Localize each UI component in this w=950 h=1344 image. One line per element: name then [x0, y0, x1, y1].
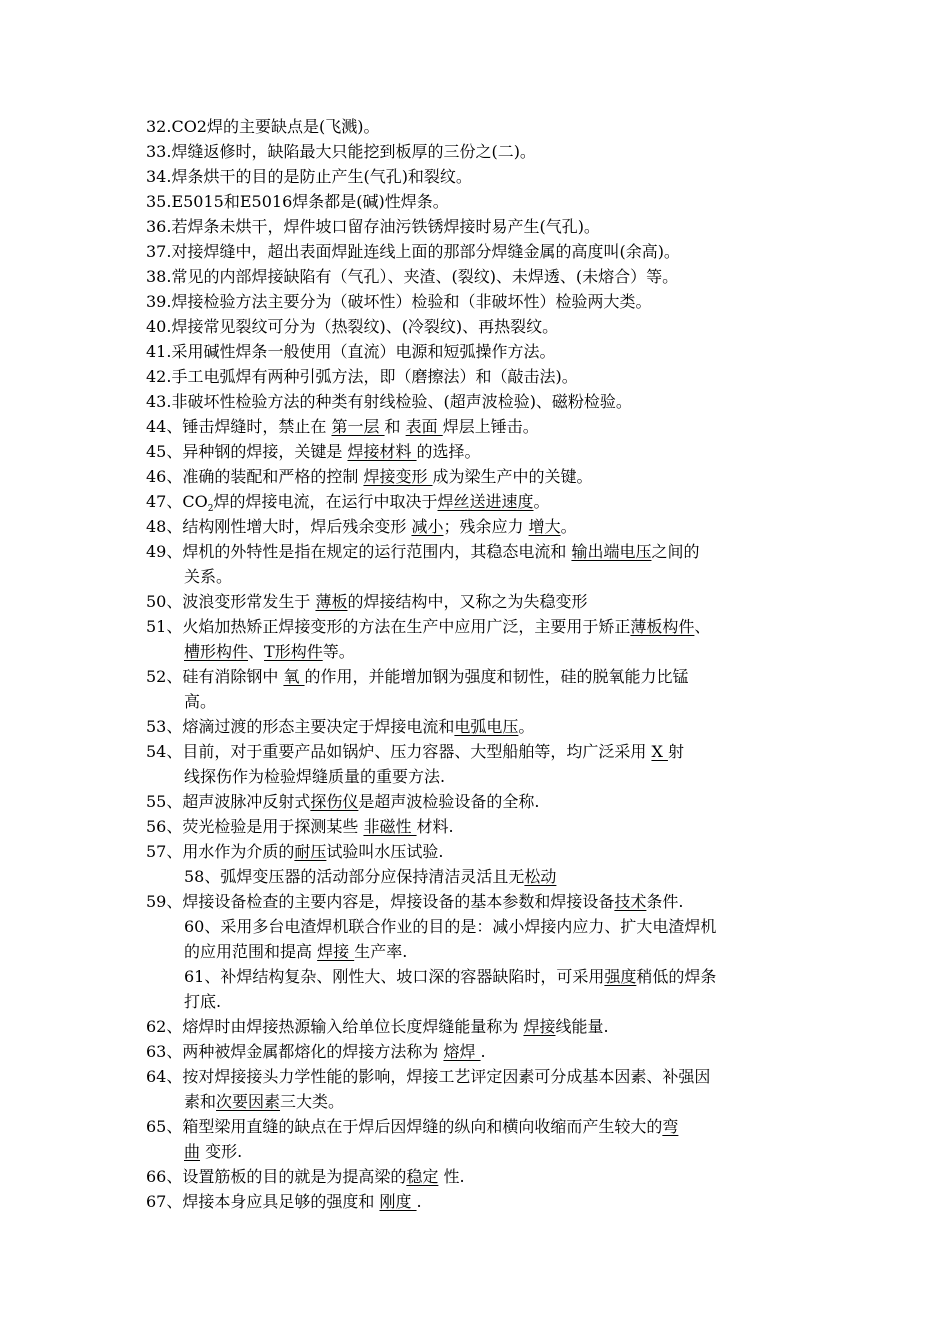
item-text: 44、锤击焊缝时，禁止在 [146, 417, 332, 436]
list-item [146, 739, 816, 764]
item-text: 成为梁生产中的关键。 [432, 467, 593, 486]
item-text: 66、设置筋板的目的就是为提高梁的 [146, 1167, 407, 1186]
list-item-continuation: 高。 [184, 692, 217, 711]
item-text: 焊层上锤击。 [442, 417, 539, 436]
item-text: 试验叫水压试验. [326, 842, 444, 861]
answer-blank: 薄板构件 [630, 617, 695, 636]
list-item [146, 964, 816, 989]
list-item: 33.焊缝返修时，缺陷最大只能挖到板厚的三份之(二)。 [146, 142, 536, 161]
item-text: 53、熔滴过渡的形态主要决定于焊接电流和 [146, 717, 455, 736]
list-item-continuation: 打底. [184, 992, 222, 1011]
list-item [146, 664, 816, 689]
list-item [146, 839, 816, 864]
answer-blank: 焊接 [317, 942, 355, 961]
item-text: 材料. [416, 817, 454, 836]
list-item [146, 1164, 816, 1189]
list-item [146, 1189, 816, 1214]
answer-blank: 稳定 [406, 1167, 439, 1186]
answer-blank: 表面 [405, 417, 443, 436]
item-text: 等。 [322, 642, 355, 661]
answer-blank: 刚度 [379, 1192, 417, 1211]
list-item: 37.对接焊缝中，超出表面焊趾连线上面的那部分焊缝金属的高度叫(余高)。 [146, 242, 680, 261]
item-text: 是超声波检验设备的全称. [358, 792, 540, 811]
item-text: 56、荧光检验是用于探测某些 [146, 817, 364, 836]
answer-blank: 技术 [614, 892, 647, 911]
item-text: 和 [384, 417, 406, 436]
answer-blank: 熔焊 [443, 1042, 481, 1061]
item-text: 45、异种钢的焊接，关键是 [146, 442, 348, 461]
list-item-continuation [146, 1139, 816, 1164]
answer-blank: 强度 [604, 967, 637, 986]
answer-blank: 减小 [411, 517, 444, 536]
answer-blank: 薄板 [315, 592, 348, 611]
item-text: 的作用，并能增加钢为强度和韧性，硅的脱氧能力比锰 [304, 667, 689, 686]
answer-blank: 曲 [184, 1142, 201, 1161]
list-item [146, 414, 816, 439]
answer-blank: 非磁性 [363, 817, 417, 836]
answer-blank: 耐压 [294, 842, 327, 861]
item-text: 的应用范围和提高 [184, 942, 318, 961]
list-item [146, 714, 816, 739]
answer-blank: 增大 [528, 517, 561, 536]
item-text: 67、焊接本身应具足够的强度和 [146, 1192, 380, 1211]
list-item-continuation: 线探伤作为检验焊缝质量的重要方法. [184, 767, 446, 786]
item-text: 61、补焊结构复杂、刚性大、坡口深的容器缺陷时，可采用 [184, 967, 605, 986]
item-text: 48、结构刚性增大时，焊后残余变形 [146, 517, 412, 536]
item-text: 55、超声波脉冲反射式 [146, 792, 311, 811]
item-text: 。 [560, 517, 577, 536]
item-text: 59、焊接设备检查的主要内容是，焊接设备的基本参数和焊接设备 [146, 892, 615, 911]
list-item: 40.焊接常见裂纹可分为（热裂纹)、(冷裂纹)、再热裂纹。 [146, 317, 559, 336]
list-item-continuation: 关系。 [184, 567, 233, 586]
list-item: 39.焊接检验方法主要分为（破坏性）检验和（非破坏性）检验两大类。 [146, 292, 652, 311]
list-item [146, 614, 816, 639]
item-text: 51、火焰加热矫正焊接变形的方法在生产中应用广泛，主要用于矫正 [146, 617, 631, 636]
answer-blank: 焊接变形 [363, 467, 433, 486]
answer-blank: 弯 [662, 1117, 679, 1136]
list-item: 60、采用多台电渣焊机联合作业的目的是：减小焊接内应力、扩大电渣焊机 [184, 917, 717, 936]
list-item: 32.CO2焊的主要缺点是(飞溅)。 [146, 117, 380, 136]
item-text: . [480, 1042, 486, 1061]
item-text: 稍低的焊条 [636, 967, 717, 986]
list-item: 43.非破坏性检验方法的种类有射线检验、(超声波检验)、磁粉检验。 [146, 392, 632, 411]
item-text: 焊的焊接电流，在运行中取决于 [213, 492, 438, 511]
answer-blank: 输出端电压 [571, 542, 652, 561]
answer-blank: T形构件 [264, 642, 323, 661]
item-text: 46、准确的装配和严格的控制 [146, 467, 364, 486]
list-item-continuation [146, 1089, 816, 1114]
list-item [146, 439, 816, 464]
answer-blank: 松动 [524, 867, 557, 886]
answer-blank: 焊接材料 [347, 442, 417, 461]
answer-blank: 次要因素 [216, 1092, 281, 1111]
item-text: 三大类。 [280, 1092, 345, 1111]
answer-blank: 第一层 [331, 417, 385, 436]
item-text: 的焊接结构中，又称之为失稳变形 [347, 592, 588, 611]
subscript: 2 [207, 504, 214, 515]
list-item [146, 889, 816, 914]
item-text: 素和 [184, 1092, 217, 1111]
item-text: ；残余应力 [443, 517, 529, 536]
item-text: 生产率. [354, 942, 408, 961]
list-item [146, 489, 816, 514]
list-item [146, 864, 816, 889]
item-text: 58、弧焊变压器的活动部分应保持清洁灵活且无 [184, 867, 525, 886]
list-item [146, 1114, 816, 1139]
item-text: 条件. [646, 892, 684, 911]
item-text: 50、波浪变形常发生于 [146, 592, 316, 611]
item-text: 47、CO [146, 492, 208, 511]
answer-blank: 探伤仪 [310, 792, 359, 811]
item-text: 的选择。 [416, 442, 481, 461]
item-text: 变形. [200, 1142, 243, 1161]
list-item [146, 789, 816, 814]
item-text: 。 [518, 717, 535, 736]
list-item: 35.E5015和E5016焊条都是(碱)性焊条。 [146, 192, 449, 211]
document-body [146, 114, 816, 1214]
answer-blank: X [651, 742, 668, 761]
item-text: 射 [667, 742, 684, 761]
item-text: 、 [694, 617, 711, 636]
item-text: 。 [533, 492, 550, 511]
item-text: 54、目前，对于重要产品如锅炉、压力容器、大型船舶等，均广泛采用 [146, 742, 652, 761]
answer-blank: 槽形构件 [184, 642, 249, 661]
list-item: 36.若焊条未烘干，焊件坡口留存油污铁锈焊接时易产生(气孔)。 [146, 217, 600, 236]
list-item: 34.焊条烘干的目的是防止产生(气孔)和裂纹。 [146, 167, 472, 186]
item-text: 62、熔焊时由焊接热源输入给单位长度焊缝能量称为 [146, 1017, 524, 1036]
list-item: 64、按对焊接接头力学性能的影响，焊接工艺评定因素可分成基本因素、补强因 [146, 1067, 711, 1086]
list-item [146, 464, 816, 489]
item-text: 性. [438, 1167, 465, 1186]
list-item: 38.常见的内部焊接缺陷有（气孔）、夹渣、(裂纹)、未焊透、(未熔合）等。 [146, 267, 679, 286]
list-item [146, 1039, 816, 1064]
item-text: 、 [248, 642, 265, 661]
item-text: 线能量. [555, 1017, 609, 1036]
list-item: 42.手工电弧焊有两种引弧方法，即（磨擦法）和（敲击法)。 [146, 367, 578, 386]
item-text: 63、两种被焊金属都熔化的焊接方法称为 [146, 1042, 444, 1061]
list-item [146, 1014, 816, 1039]
answer-blank: 焊丝送进速度 [437, 492, 534, 511]
item-text: 之间的 [651, 542, 700, 561]
list-item-continuation [146, 939, 816, 964]
list-item [146, 589, 816, 614]
list-item-continuation [146, 639, 816, 664]
item-text: 57、用水作为介质的 [146, 842, 295, 861]
answer-blank: 氧 [283, 667, 305, 686]
item-text: 65、箱型梁用直缝的缺点在于焊后因焊缝的纵向和横向收缩而产生较大的 [146, 1117, 663, 1136]
list-item [146, 514, 816, 539]
list-item: 41.采用碱性焊条一般使用（直流）电源和短弧操作方法。 [146, 342, 556, 361]
item-text: 49、焊机的外特性是指在规定的运行范围内，其稳态电流和 [146, 542, 572, 561]
answer-blank: 焊接 [523, 1017, 556, 1036]
list-item [146, 539, 816, 564]
list-item [146, 814, 816, 839]
item-text: 52、硅有消除钢中 [146, 667, 284, 686]
answer-blank: 电弧电压 [454, 717, 519, 736]
item-text: . [416, 1192, 422, 1211]
